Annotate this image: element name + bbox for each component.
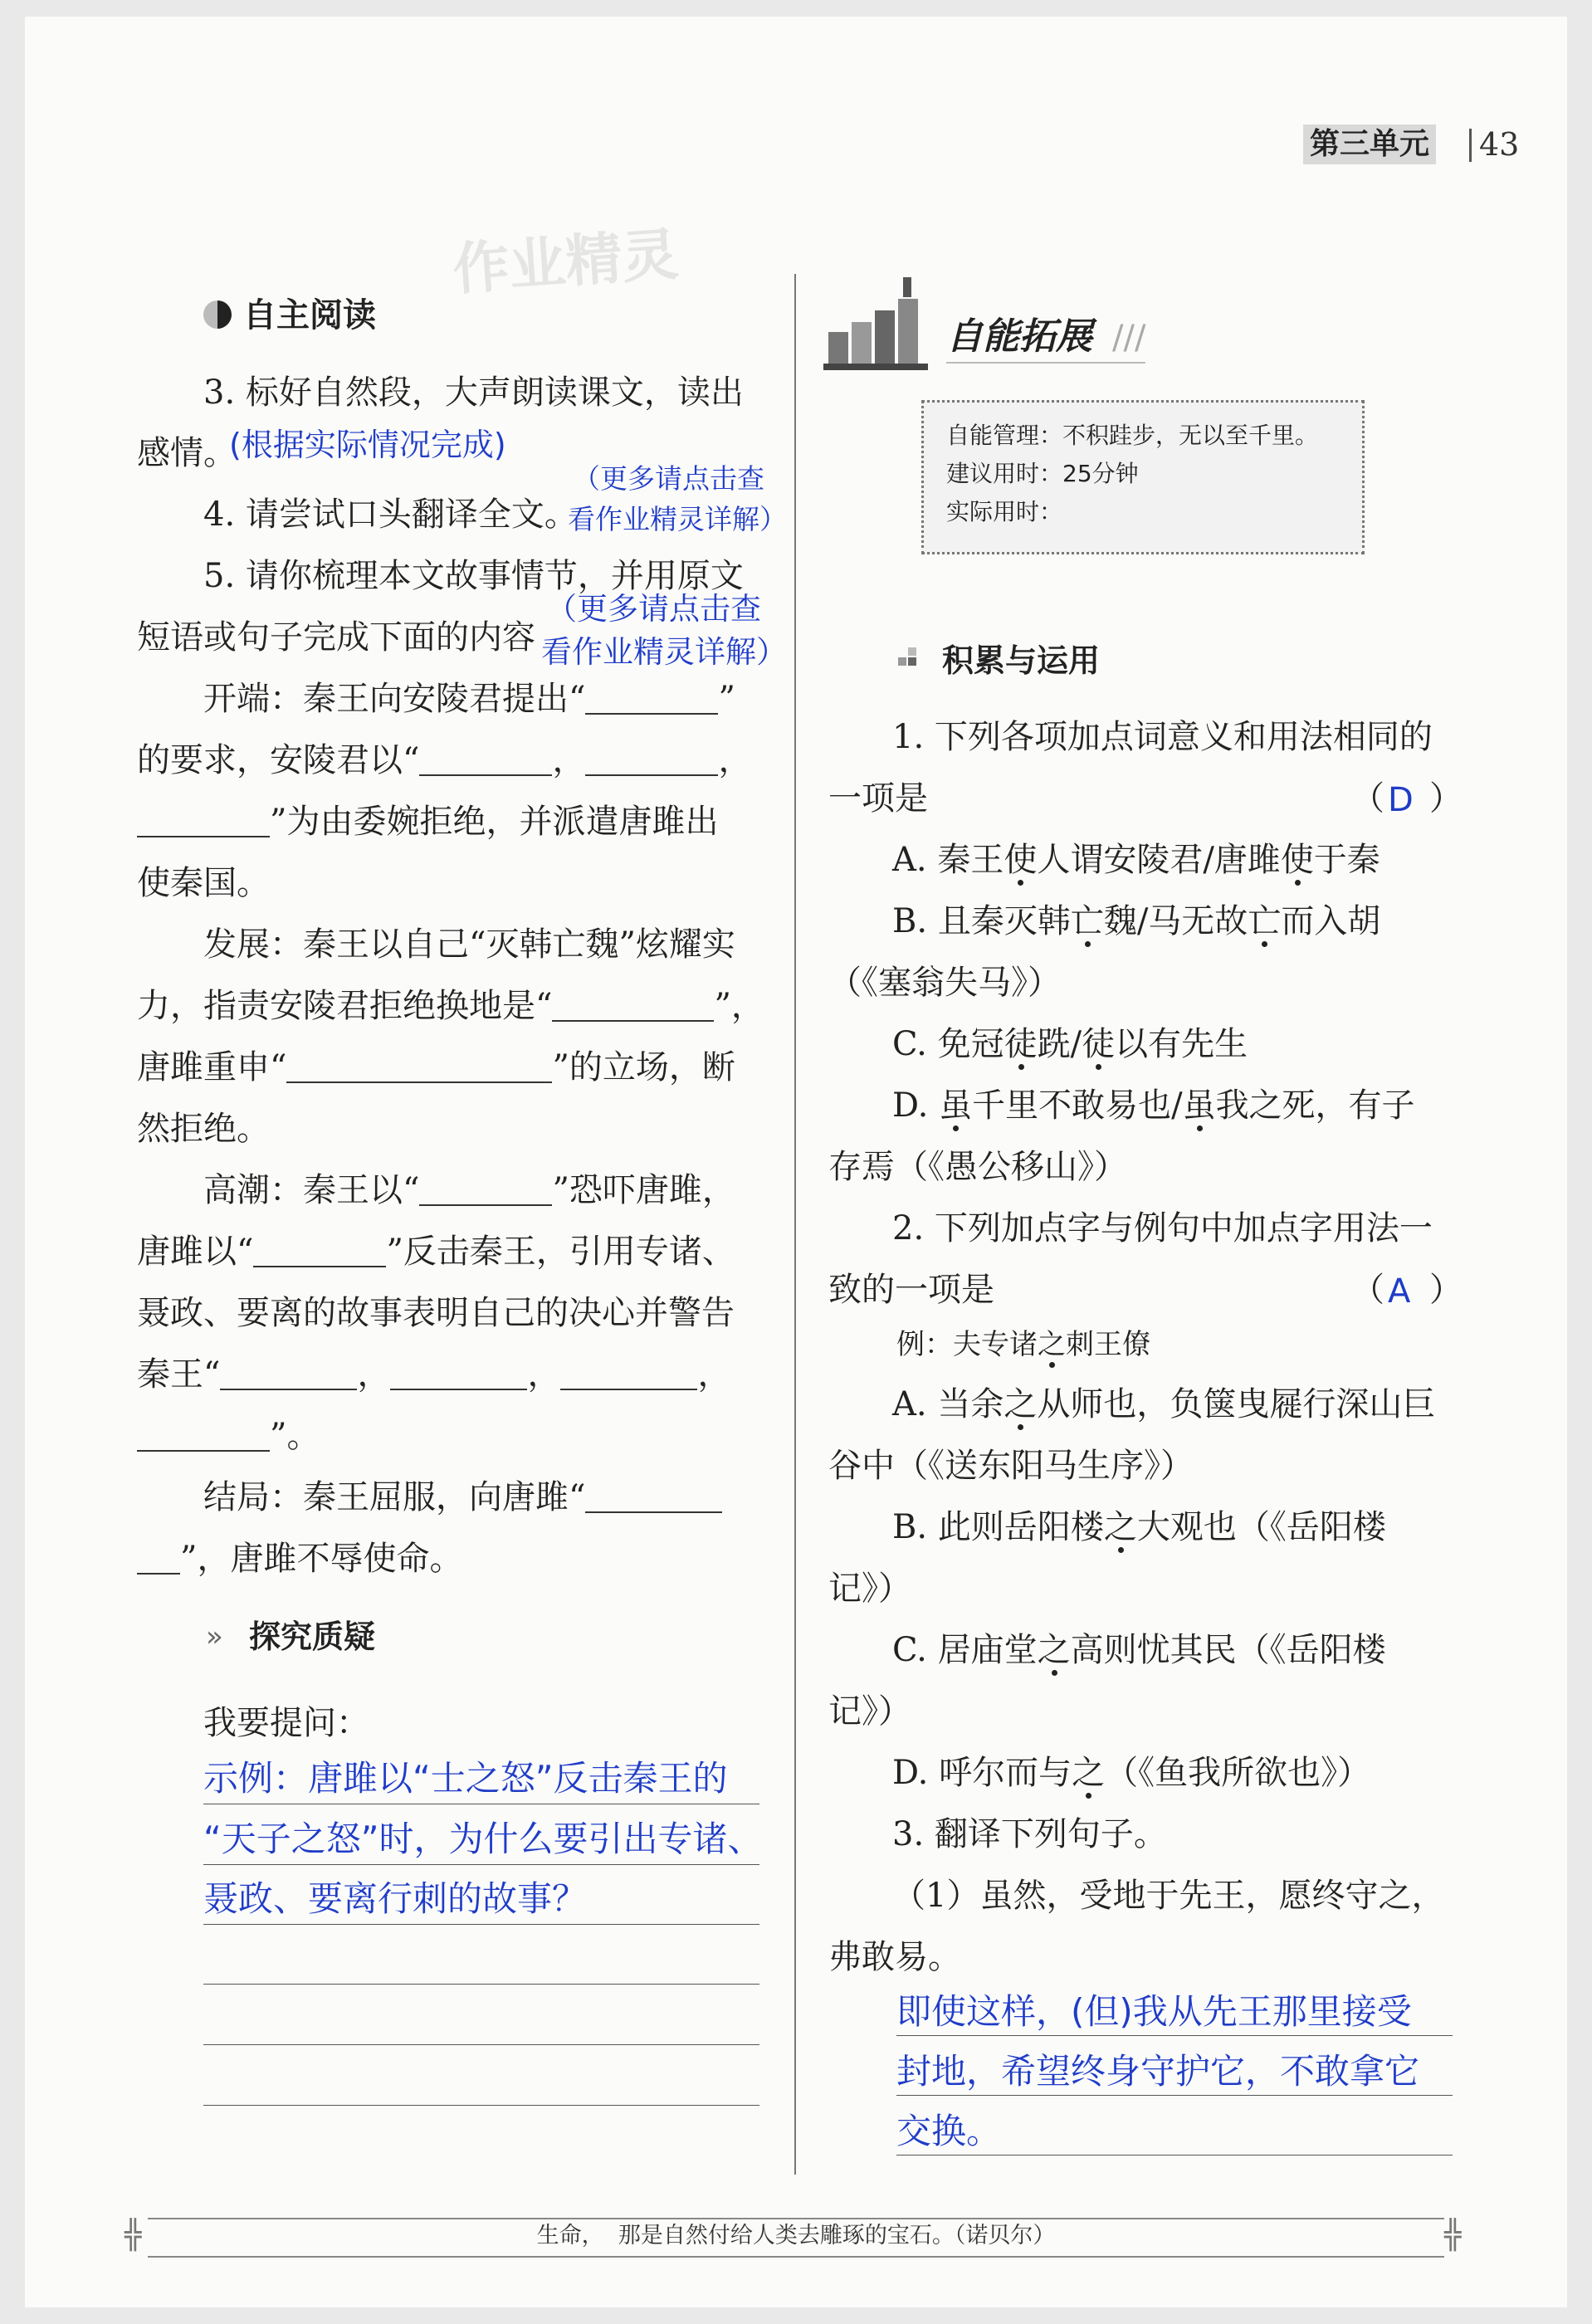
plot-climax-line3: 聂政、要离的故事表明自己的决心并警告	[137, 1294, 735, 1332]
dot-char: 之	[1103, 1508, 1137, 1546]
bar-chart-icon	[823, 274, 931, 374]
watermark: 作业精灵	[450, 222, 681, 304]
unit-label: 第三单元	[1303, 124, 1436, 164]
text: ”。	[270, 1417, 320, 1455]
answer-question-line2: “天子之怒”时，为什么要引出专诸、	[203, 1819, 763, 1859]
dot-char: 徒	[1004, 1025, 1038, 1063]
text: ，	[697, 1355, 731, 1394]
writing-line	[896, 2095, 1453, 2096]
q2-option-b: B. 此则岳阳楼之大观也（《岳阳楼	[892, 1508, 1386, 1546]
q1-option-c: C. 免冠徒跣/徒以有先生	[892, 1025, 1248, 1063]
question-3-line2: 感情。	[137, 434, 237, 472]
q3-sentence-line1: （1）虽然，受地于先王，愿终守之，	[892, 1877, 1445, 1915]
q3-answer-line3: 交换。	[896, 2111, 1002, 2151]
box-line-1: 自能管理：不积跬步，无以至千里。	[946, 422, 1319, 449]
blank	[585, 741, 718, 776]
blank	[286, 1048, 552, 1083]
blank	[419, 741, 552, 776]
text: ”的立场，断	[552, 1048, 735, 1086]
note-more-2a: （更多请点击查	[546, 591, 761, 627]
dot-char: 使	[1004, 841, 1038, 879]
writing-line	[203, 1924, 759, 1925]
q2-option-a: A. 当余之从师也，负箧曳屣行深山巨	[892, 1385, 1436, 1423]
extension-title: 自能拓展	[946, 315, 1092, 358]
dot-char: 亡	[1248, 902, 1282, 940]
text: ，	[552, 741, 586, 779]
extension-title-stripes: ///	[1112, 319, 1146, 357]
dot-char: 之	[1004, 1385, 1038, 1423]
q1-line1: 1. 下列各项加点词意义和用法相同的	[892, 718, 1433, 756]
blank	[560, 1355, 697, 1390]
writing-line	[896, 2155, 1453, 2156]
section-icon-half-moon	[203, 300, 232, 329]
dot-char: 之	[1037, 1631, 1071, 1669]
section-title-self-reading: 自主阅读	[243, 296, 376, 334]
blank	[220, 1355, 357, 1390]
plot-opening-line2	[137, 730, 751, 791]
writing-line	[203, 2044, 759, 2045]
q1-paren-open: （	[1351, 779, 1384, 818]
writing-line	[203, 1864, 759, 1865]
q1-option-d-source: 存焉（《愚公移山》）	[828, 1148, 1127, 1186]
note-more-2b: 看作业精灵详解）	[541, 634, 787, 670]
q2-paren-open: （	[1351, 1271, 1384, 1309]
text: ”，唐雎不辱使命。	[180, 1540, 463, 1578]
section-title-accumulation: 积累与运用	[942, 642, 1101, 679]
blank	[137, 803, 270, 837]
plot-ending-line1	[203, 1467, 722, 1528]
box-line-2: 建议用时：25分钟	[946, 460, 1139, 487]
q3-answer-line1: 即使这样，(但)我从先王那里接受	[896, 1991, 1412, 2032]
column-divider	[794, 274, 796, 2175]
q1-line2: 一项是	[828, 779, 928, 818]
text: ”反击秦王，引用专诸、	[386, 1233, 735, 1271]
q2-line2: 致的一项是	[828, 1271, 994, 1309]
q1-option-d: D. 虽千里不敢易也/虽我之死，有子	[892, 1086, 1415, 1125]
plot-development-line3	[137, 1038, 735, 1098]
dot-char: 之	[1072, 1754, 1106, 1792]
dot-char: 亡	[1070, 902, 1104, 940]
blank	[137, 1540, 180, 1575]
section-icon-squares	[898, 647, 923, 667]
q2-example: 例：夫专诸之刺王僚	[896, 1328, 1150, 1361]
q3-title: 3. 翻译下列句子。	[892, 1815, 1167, 1853]
q1-option-b: B. 且秦灭韩亡魏/马无故亡而入胡	[892, 902, 1381, 940]
plot-development-line4: 然拒绝。	[137, 1110, 270, 1148]
text: 结局：秦王屈服，向唐雎“	[203, 1478, 586, 1516]
text: 唐雎重申“	[137, 1048, 287, 1086]
section-icon-chevrons: »	[206, 1620, 223, 1653]
q1-answer: D	[1388, 781, 1414, 819]
writing-line	[203, 1984, 759, 1985]
answer-question-line3: 聂政、要离行刺的故事？	[203, 1878, 588, 1919]
blank	[585, 680, 718, 715]
plot-climax-line1	[203, 1160, 735, 1221]
q1-option-a: A. 秦王使人谓安陵君/唐雎使于秦	[892, 841, 1380, 879]
blank	[390, 1355, 527, 1390]
q2-option-b-source: 记》）	[828, 1570, 911, 1608]
note-more-1b: 看作业精灵详解）	[568, 503, 787, 535]
plot-opening-line1	[203, 669, 735, 730]
q1-paren-close: ）	[1429, 779, 1463, 818]
text: ”恐吓唐雎，	[552, 1171, 735, 1209]
q3-sentence-line2: 弗敢易。	[828, 1938, 961, 1976]
question-3-line1: 3. 标好自然段，大声朗读课文，读出	[203, 374, 744, 412]
q2-paren-close: ）	[1429, 1271, 1463, 1309]
answer-q3: (根据实际情况完成)	[229, 427, 506, 463]
q2-option-d: D. 呼尔而与之（《鱼我所欲也》）	[892, 1754, 1371, 1792]
plot-development-line2	[137, 976, 764, 1037]
text: 唐雎以“	[137, 1233, 254, 1271]
q2-option-a-source: 谷中（《送东阳马生序》）	[828, 1447, 1194, 1485]
blank	[137, 1417, 270, 1452]
writing-line	[896, 2035, 1453, 2036]
dot-char: 虽	[1182, 1086, 1216, 1125]
q1-option-b-source: （《塞翁失马》）	[828, 964, 1061, 1002]
question-4: 4. 请尝试口头翻译全文。	[203, 496, 578, 534]
blank	[419, 1171, 552, 1206]
blank	[585, 1478, 722, 1513]
question-5-line2: 短语或句子完成下面的内容	[137, 618, 535, 657]
plot-opening-line4: 使秦国。	[137, 864, 270, 902]
footer-ornament-left: ╬	[125, 2219, 142, 2252]
text: ，	[718, 741, 752, 779]
q2-answer: A	[1388, 1272, 1411, 1311]
plot-climax-line4	[137, 1345, 730, 1405]
text: 力，指责安陵君拒绝换地是“	[137, 987, 553, 1025]
title-underline	[946, 362, 1145, 364]
text: ”，	[714, 987, 764, 1025]
answer-question-line1: 示例：唐雎以“士之怒”反击秦王的	[203, 1758, 728, 1799]
dot-char: 之	[1038, 1328, 1066, 1361]
plot-development-line1: 发展：秦王以自己“灭韩亡魏”炫耀实	[203, 925, 735, 964]
ask-label: 我要提问：	[203, 1704, 369, 1742]
footer-quote: 生命， 那是自然付给人类去雕琢的宝石。（诺贝尔）	[536, 2223, 1056, 2248]
section-title-inquiry: 探究质疑	[249, 1618, 376, 1655]
question-5-line1: 5. 请你梳理本文故事情节，并用原文	[203, 557, 744, 595]
plot-ending-line2	[137, 1529, 462, 1589]
q2-line1: 2. 下列加点字与例句中加点字用法一	[892, 1209, 1433, 1247]
text: ，	[527, 1355, 561, 1394]
q3-answer-line2: 封地，希望终身守护它，不敢拿它	[896, 2051, 1420, 2092]
dot-char: 使	[1280, 841, 1314, 879]
plot-climax-line5	[137, 1406, 320, 1467]
text: ，	[357, 1355, 391, 1394]
q2-option-c-source: 记》）	[828, 1692, 911, 1731]
blank	[253, 1233, 386, 1267]
text: 的要求，安陵君以“	[137, 741, 420, 779]
page-number: 43	[1479, 126, 1520, 163]
box-line-3: 实际用时：	[946, 498, 1063, 525]
text: ”为由委婉拒绝，并派遣唐雎出	[270, 803, 719, 841]
q2-option-c: C. 居庙堂之高则忧其民（《岳阳楼	[892, 1631, 1386, 1669]
blank	[552, 987, 714, 1022]
plot-climax-line2	[137, 1222, 735, 1282]
dot-char: 虽	[939, 1086, 973, 1125]
text: 高潮：秦王以“	[203, 1171, 420, 1209]
text: 开端：秦王向安陵君提出“	[203, 680, 586, 718]
header-divider	[1469, 129, 1472, 162]
plot-opening-line3	[137, 792, 718, 852]
dot-char: 徒	[1082, 1025, 1116, 1063]
footer-ornament-right: ╬	[1444, 2219, 1462, 2252]
note-more-1a: （更多请点击查	[573, 462, 764, 495]
text: 秦王“	[137, 1355, 221, 1394]
text: ”	[718, 680, 735, 718]
writing-line	[203, 2105, 759, 2106]
